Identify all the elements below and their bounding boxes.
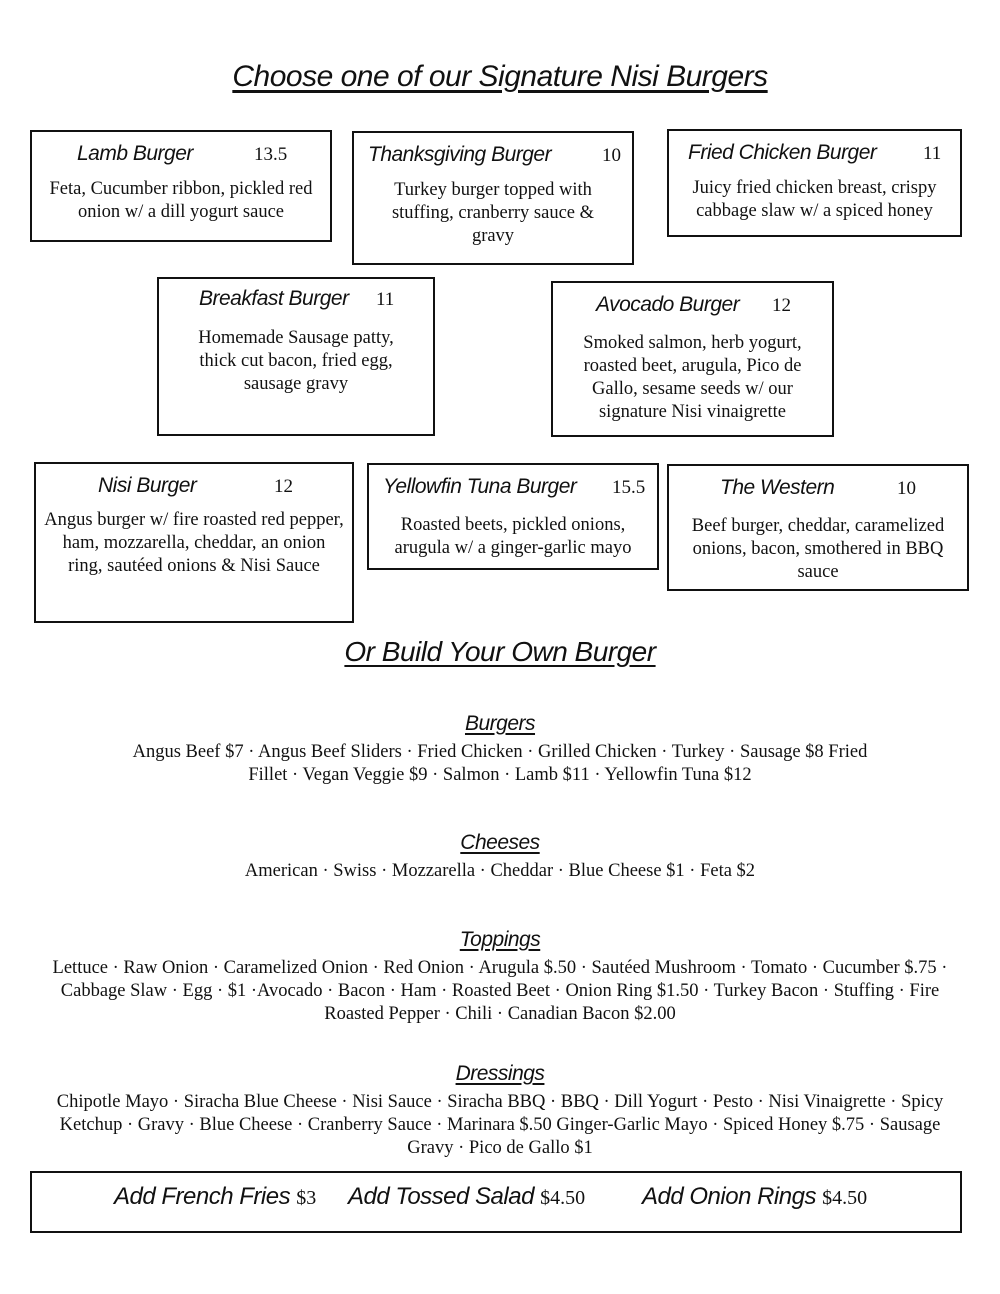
item-price: 13.5	[254, 144, 288, 165]
item-description: Smoked salmon, herb yogurt, roasted beet, arugula, Pico de Gallo, sesame seeds w/ our signature Nisi vinaigrette	[583, 333, 802, 422]
menu-item-yellowfin-tuna-burger	[367, 463, 659, 570]
addon-label: Add Onion Rings	[642, 1183, 816, 1210]
page-title: Choose one of our Signature Nisi Burgers	[232, 60, 768, 93]
menu-item-avocado-burger	[551, 281, 834, 437]
section-items-cheeses: American · Swiss · Mozzarella · Cheddar · Blue Cheese $1 · Feta $2	[244, 861, 756, 881]
section-items-toppings: Lettuce · Raw Onion · Caramelized Onion · Red Onion · Arugula $.50 · Sautéed Mushroom · Tomato · Cucumber $.75 · Cabbage Slaw · Egg · $1 ·Avocado · Bacon · Ham · Roasted Beet · Onion Ring $1.50 · Turkey Bacon · Stuffing · Fire Roasted Pepper · Chili · Canadian Bacon $2.00	[52, 958, 948, 1024]
item-description: Feta, Cucumber ribbon, pickled red onion w/ a dill yogurt sauce	[49, 179, 313, 222]
item-name: Fried Chicken Burger	[688, 141, 877, 164]
menu-item-breakfast-burger	[157, 277, 435, 436]
addon-tossed-salad	[348, 1183, 585, 1211]
item-description: Roasted beets, pickled onions, arugula w/ a ginger-garlic mayo	[394, 515, 632, 558]
section-items-dressings: Chipotle Mayo · Siracha Blue Cheese · Nisi Sauce · Siracha BBQ · BBQ · Dill Yogurt · Pesto · Nisi Vinaigrette · Spicy Ketchup · Gravy · Blue Cheese · Cranberry Sauce · Marinara $.50 Ginger-Garlic Mayo · Spiced Honey $.75 · Sausage Gravy · Pico de Gallo $1	[56, 1092, 944, 1158]
addon-price: $4.50	[540, 1187, 586, 1209]
item-name: Breakfast Burger	[199, 287, 349, 310]
section-title-burgers: Burgers	[464, 712, 536, 735]
item-name: Yellowfin Tuna Burger	[383, 475, 577, 498]
addon-onion-rings	[642, 1183, 867, 1211]
section-title-cheeses: Cheeses	[460, 831, 540, 854]
item-description: Angus burger w/ fire roasted red pepper, ham, mozzarella, cheddar, an onion ring, sautéed onions & Nisi Sauce	[44, 510, 344, 576]
item-description: Juicy fried chicken breast, crispy cabbage slaw w/ a spiced honey	[692, 178, 937, 221]
item-name: The Western	[720, 476, 835, 499]
item-price: 12	[274, 476, 293, 497]
item-name: Nisi Burger	[98, 474, 197, 497]
addon-label: Add French Fries	[114, 1183, 291, 1210]
item-description: Turkey burger topped with stuffing, cranberry sauce & gravy	[391, 180, 595, 246]
addons-box	[30, 1171, 962, 1233]
item-description: Beef burger, cheddar, caramelized onions, bacon, smothered in BBQ sauce	[691, 516, 945, 582]
item-price: 10	[602, 145, 621, 166]
addon-price: $4.50	[822, 1187, 868, 1209]
section-title-dressings: Dressings	[455, 1062, 545, 1085]
item-price: 11	[376, 289, 395, 310]
addon-french-fries	[114, 1183, 316, 1211]
item-name: Lamb Burger	[77, 142, 193, 165]
build-your-own-title: Or Build Your Own Burger	[344, 636, 656, 667]
addon-price: $3	[296, 1187, 317, 1209]
section-title-toppings: Toppings	[459, 928, 541, 951]
menu-item-lamb-burger	[30, 130, 332, 242]
addon-label: Add Tossed Salad	[348, 1183, 534, 1210]
item-name: Avocado Burger	[596, 293, 740, 316]
item-price: 15.5	[612, 477, 646, 498]
menu-item-the-western	[667, 464, 969, 591]
section-items-burgers: Angus Beef $7 · Angus Beef Sliders · Fried Chicken · Grilled Chicken · Turkey · Sausage $8 Fried Fillet · Vegan Veggie $9 · Salmon · Lamb $11 · Yellowfin Tuna $12	[132, 742, 868, 785]
menu-item-fried-chicken-burger	[667, 129, 962, 237]
item-price: 11	[923, 143, 942, 164]
menu-item-nisi-burger	[34, 462, 354, 623]
item-description: Homemade Sausage patty, thick cut bacon, fried egg, sausage gravy	[198, 328, 394, 394]
item-price: 12	[772, 295, 791, 316]
menu-item-thanksgiving-burger	[352, 131, 634, 265]
item-name: Thanksgiving Burger	[368, 143, 552, 166]
item-price: 10	[897, 478, 916, 499]
